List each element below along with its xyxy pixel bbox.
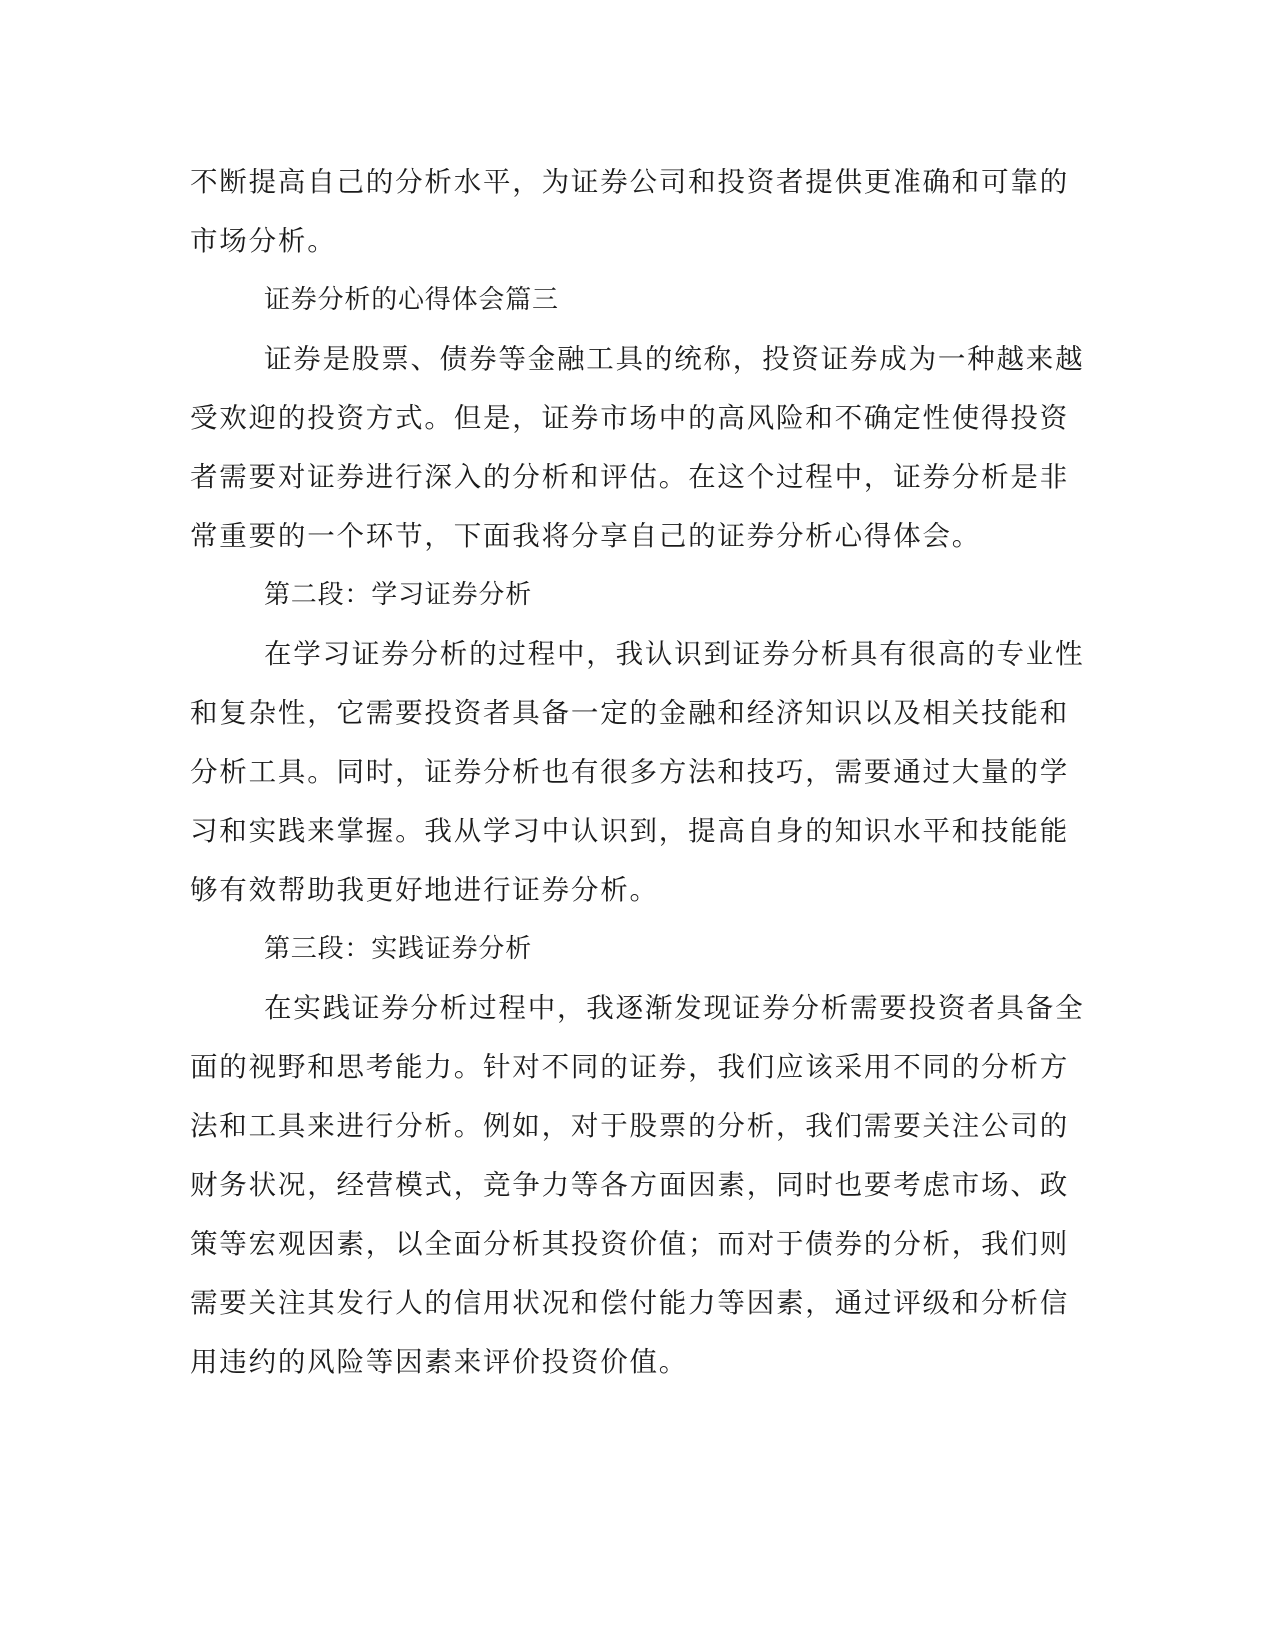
text-line: 市场分析。 (190, 225, 337, 257)
text-line: 在学习证券分析的过程中，我认识到证券分析具有很高的专业性 (264, 638, 1085, 670)
text-line: 不断提高自己的分析水平，为证券公司和投资者提供更准确和可靠的 (190, 166, 1069, 198)
text-line: 需要关注其发行人的信用状况和偿付能力等因素，通过评级和分析信 (190, 1287, 1069, 1319)
text-line: 常重要的一个环节，下面我将分享自己的证券分析心得体会。 (190, 520, 982, 552)
section-heading: 第二段：学习证券分析 (264, 580, 533, 610)
section-heading: 证券分析的心得体会篇三 (264, 285, 559, 315)
text-line: 策等宏观因素，以全面分析其投资价值；而对于债券的分析，我们则 (190, 1228, 1069, 1260)
text-line: 分析工具。同时，证券分析也有很多方法和技巧，需要通过大量的学 (190, 756, 1069, 788)
text-line: 习和实践来掌握。我从学习中认识到，提高自身的知识水平和技能能 (190, 815, 1069, 847)
text-line: 者需要对证券进行深入的分析和评估。在这个过程中，证券分析是非 (190, 461, 1069, 493)
text-line: 在实践证券分析过程中，我逐渐发现证券分析需要投资者具备全 (264, 992, 1085, 1024)
text-line: 证券是股票、债券等金融工具的统称，投资证券成为一种越来越 (264, 343, 1085, 375)
text-line: 受欢迎的投资方式。但是，证券市场中的高风险和不确定性使得投资 (190, 402, 1069, 434)
text-line: 够有效帮助我更好地进行证券分析。 (190, 874, 659, 906)
text-line: 财务状况，经营模式，竞争力等各方面因素，同时也要考虑市场、政 (190, 1169, 1069, 1201)
text-line: 面的视野和思考能力。针对不同的证券，我们应该采用不同的分析方 (190, 1051, 1069, 1083)
text-line: 和复杂性，它需要投资者具备一定的金融和经济知识以及相关技能和 (190, 697, 1069, 729)
text-line: 法和工具来进行分析。例如，对于股票的分析，我们需要关注公司的 (190, 1110, 1069, 1142)
section-heading: 第三段：实践证券分析 (264, 934, 533, 964)
text-line: 用违约的风险等因素来评价投资价值。 (190, 1346, 689, 1378)
